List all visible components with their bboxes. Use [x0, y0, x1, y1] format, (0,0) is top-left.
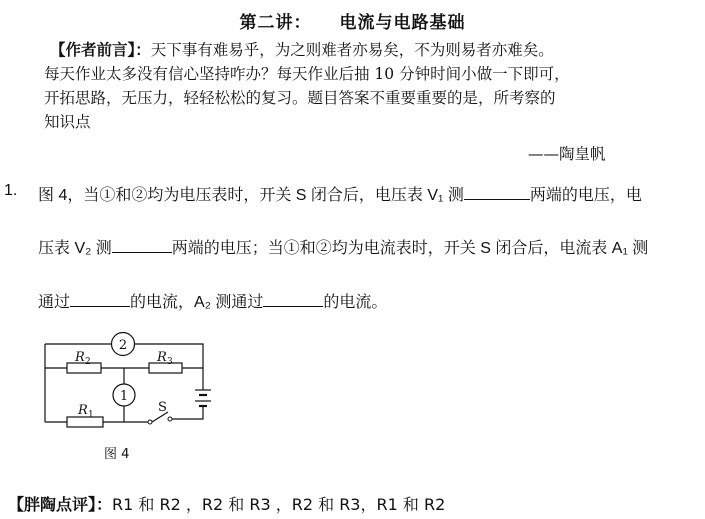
- wire: [135, 344, 203, 390]
- figure-caption: 图 4: [104, 447, 130, 462]
- switch-contact: [148, 420, 152, 424]
- question-line-1: [38, 182, 642, 205]
- r2-subscript: 2: [85, 357, 91, 367]
- r1-subscript: 1: [88, 410, 94, 420]
- preface-line-2: 每天作业太多没有信心坚持咋办？每天作业后抽 10 分钟时间小做一下即可，: [44, 65, 570, 83]
- question-line-2: [38, 235, 648, 258]
- question-number: 1.: [4, 182, 18, 199]
- wire: [169, 406, 203, 419]
- lesson-topic: 电流与电路基础: [339, 13, 466, 33]
- answer-blank-1[interactable]: [464, 183, 530, 200]
- question-text: 的电流，A₂ 测通过: [130, 294, 264, 311]
- question-text: 的电流。: [323, 294, 388, 311]
- lesson-title: [0, 8, 705, 33]
- answer-blank-2[interactable]: [112, 236, 172, 253]
- r2-label: R: [75, 350, 85, 365]
- author-preface: [44, 38, 694, 134]
- preface-label: 【作者前言】：: [50, 40, 151, 59]
- teacher-comment: [8, 492, 445, 515]
- comment-label: 【胖陶点评】：: [8, 495, 113, 514]
- resistor-r1: [67, 417, 103, 427]
- circuit-diagram: [38, 330, 228, 465]
- question-text: 图 4，当①和②均为电压表时，开关 S 闭合后，电压表 V₁ 测: [38, 187, 464, 204]
- r3-subscript: 3: [167, 357, 173, 367]
- meter-2-label: 2: [118, 338, 128, 353]
- question-line-3: [38, 289, 387, 312]
- preface-author: ——陶皇帆: [528, 145, 606, 163]
- switch-contact: [168, 417, 172, 421]
- switch-label: S: [158, 400, 167, 415]
- preface-line-3: 开拓思路，无压力，轻轻松松的复习。题目答案不重要重要的是，所考察的: [44, 89, 556, 107]
- r3-label: R: [157, 350, 167, 365]
- question-text: 压表 V₂ 测: [38, 240, 112, 257]
- question-text: 通过: [38, 294, 71, 311]
- preface-line-4: 知识点: [44, 113, 91, 131]
- question-text: 两端的电压；当①和②均为电流表时，开关 S 闭合后，电流表 A₁ 测: [171, 240, 649, 257]
- comment-answer: R1 和 R2 ，R2 和 R3 ，R2 和 R3，R1 和 R2: [112, 495, 446, 514]
- r1-label: R: [78, 403, 88, 418]
- preface-line-1: 天下事有难易乎，为之则难者亦易矣，不为则易者亦难矣。: [150, 41, 554, 59]
- lesson-number: 第二讲：: [239, 13, 312, 33]
- answer-blank-3[interactable]: [70, 290, 130, 307]
- meter-1-label: 1: [119, 389, 129, 404]
- answer-blank-4[interactable]: [263, 290, 323, 307]
- question-text: 两端的电压，电: [529, 187, 642, 204]
